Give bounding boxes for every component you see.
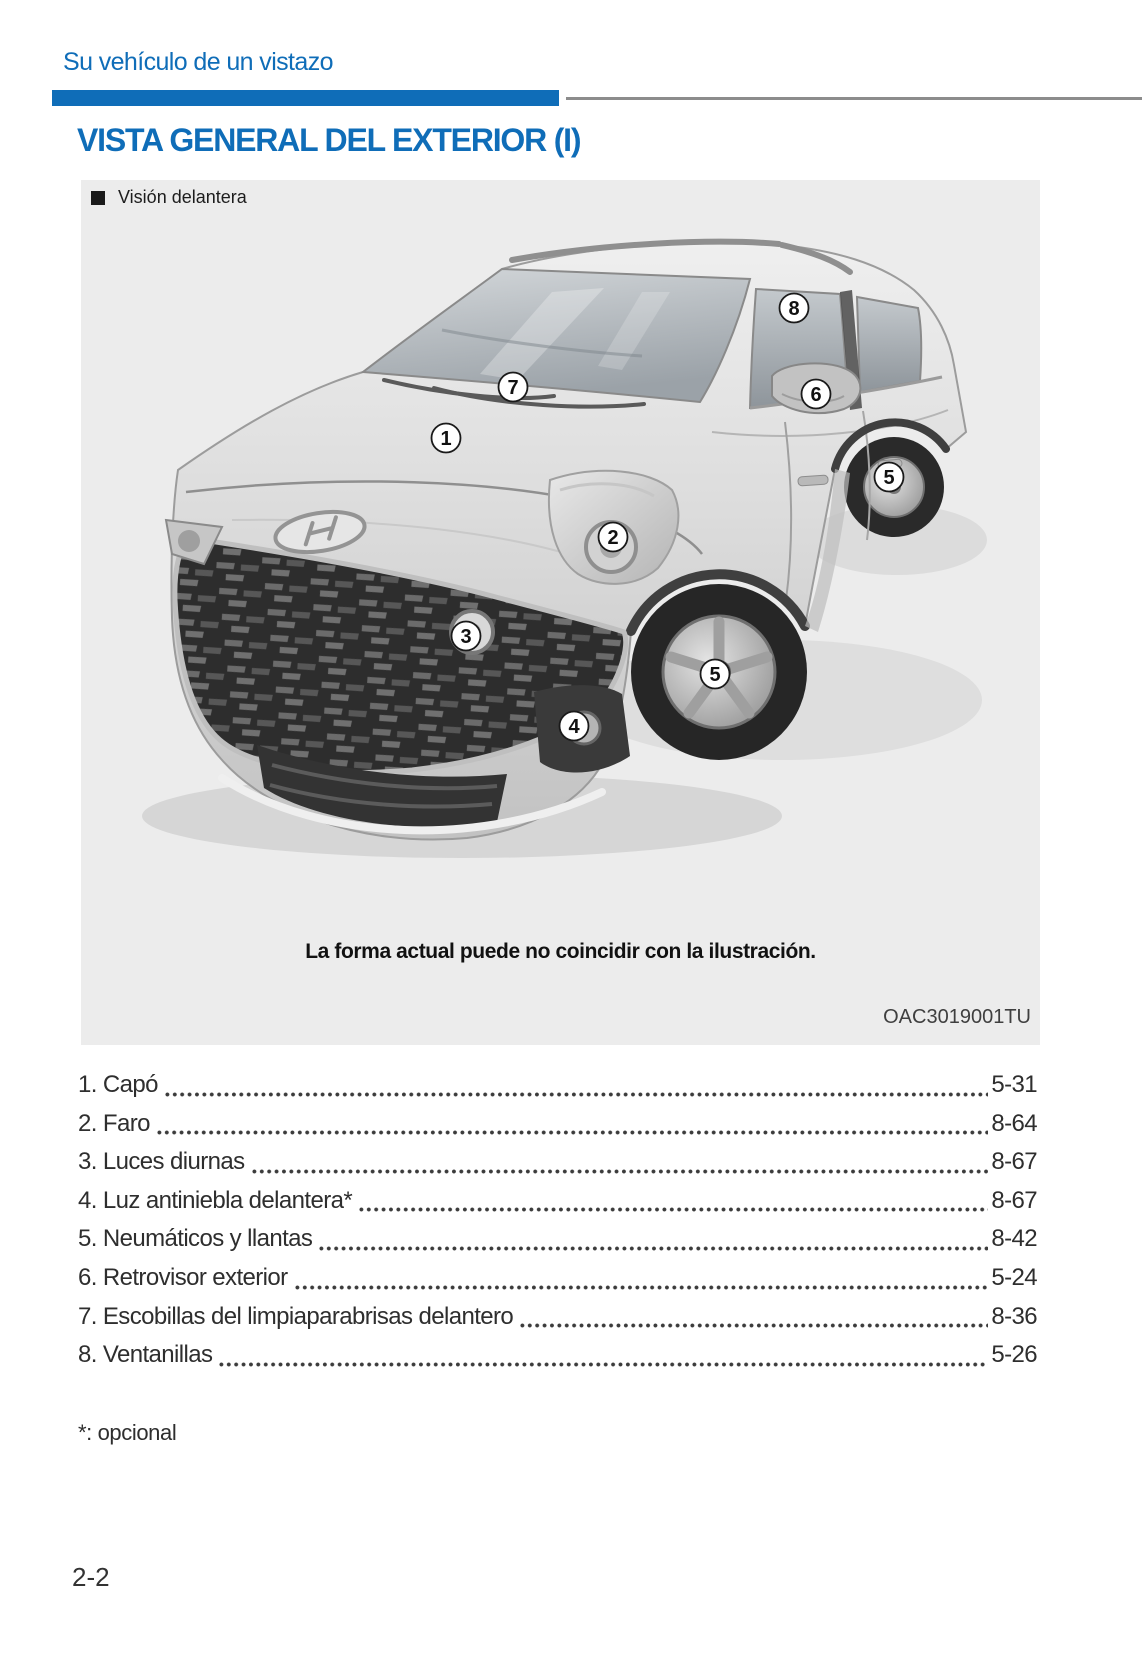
callout-2 bbox=[599, 523, 628, 552]
index-row bbox=[78, 1259, 1037, 1298]
callout-4 bbox=[560, 712, 589, 741]
index-item-label: 2. Faro bbox=[78, 1109, 150, 1137]
dotted-leader bbox=[359, 1206, 988, 1213]
svg-text:4: 4 bbox=[568, 716, 580, 739]
car-front-illustration bbox=[82, 180, 1038, 900]
svg-text:7: 7 bbox=[507, 377, 519, 400]
svg-text:5: 5 bbox=[883, 467, 895, 490]
index-row bbox=[78, 1066, 1037, 1105]
index-row bbox=[78, 1182, 1037, 1221]
dotted-leader bbox=[219, 1361, 988, 1368]
svg-text:5: 5 bbox=[709, 664, 721, 687]
figure-caption: La forma actual puede no coincidir con la ilustración. bbox=[305, 940, 816, 963]
index-item-label: 8. Ventanillas bbox=[78, 1341, 213, 1369]
index-item-page-ref: 5-24 bbox=[991, 1263, 1037, 1291]
callout-3 bbox=[452, 622, 481, 651]
parts-index-list bbox=[78, 1066, 1037, 1375]
index-row bbox=[78, 1105, 1037, 1144]
header-rule-blue bbox=[52, 90, 559, 106]
index-row bbox=[78, 1220, 1037, 1259]
svg-text:6: 6 bbox=[810, 384, 822, 407]
index-item-label: 3. Luces diurnas bbox=[78, 1148, 245, 1176]
callout-6 bbox=[802, 380, 831, 409]
dotted-leader bbox=[319, 1245, 988, 1252]
chapter-title: Su vehículo de un vistazo bbox=[63, 48, 333, 76]
index-item-label: 1. Capó bbox=[78, 1071, 158, 1098]
footnote: *: opcional bbox=[78, 1420, 177, 1445]
page-title: VISTA GENERAL DEL EXTERIOR (I) bbox=[77, 122, 581, 158]
callout-1 bbox=[432, 424, 461, 453]
index-item-page-ref: 8-67 bbox=[991, 1148, 1037, 1176]
callout-8 bbox=[780, 294, 809, 323]
index-item-page-ref: 5-26 bbox=[991, 1341, 1037, 1369]
index-item-label: 5. Neumáticos y llantas bbox=[78, 1225, 313, 1253]
index-item-label: 6. Retrovisor exterior bbox=[78, 1263, 288, 1291]
index-row bbox=[78, 1336, 1037, 1375]
svg-text:2: 2 bbox=[607, 527, 619, 550]
callout-5 bbox=[875, 463, 904, 492]
dotted-leader bbox=[165, 1091, 989, 1098]
page-number: 2-2 bbox=[72, 1562, 110, 1592]
figure-box bbox=[81, 180, 1040, 1045]
index-item-label: 4. Luz antiniebla delantera* bbox=[78, 1186, 353, 1214]
dotted-leader bbox=[295, 1284, 989, 1291]
figure-code: OAC3019001TU bbox=[883, 1006, 1031, 1028]
index-item-page-ref: 8-67 bbox=[991, 1186, 1037, 1214]
svg-text:1: 1 bbox=[440, 428, 452, 451]
index-item-page-ref: 5-31 bbox=[991, 1071, 1037, 1098]
figure-label-text: Visión delantera bbox=[118, 187, 247, 207]
svg-text:8: 8 bbox=[788, 298, 800, 321]
index-item-page-ref: 8-64 bbox=[991, 1109, 1037, 1137]
svg-text:3: 3 bbox=[460, 626, 472, 649]
index-row bbox=[78, 1143, 1037, 1182]
callout-7 bbox=[499, 373, 528, 402]
index-item-page-ref: 8-36 bbox=[991, 1302, 1037, 1330]
header-rule-gray bbox=[566, 97, 1142, 100]
dotted-leader bbox=[520, 1322, 988, 1329]
index-item-label: 7. Escobillas del limpiaparabrisas delantero bbox=[78, 1302, 514, 1330]
dotted-leader bbox=[157, 1129, 989, 1136]
dotted-leader bbox=[252, 1168, 989, 1175]
index-item-page-ref: 8-42 bbox=[991, 1225, 1037, 1253]
index-row bbox=[78, 1298, 1037, 1337]
callout-5 bbox=[701, 660, 730, 689]
